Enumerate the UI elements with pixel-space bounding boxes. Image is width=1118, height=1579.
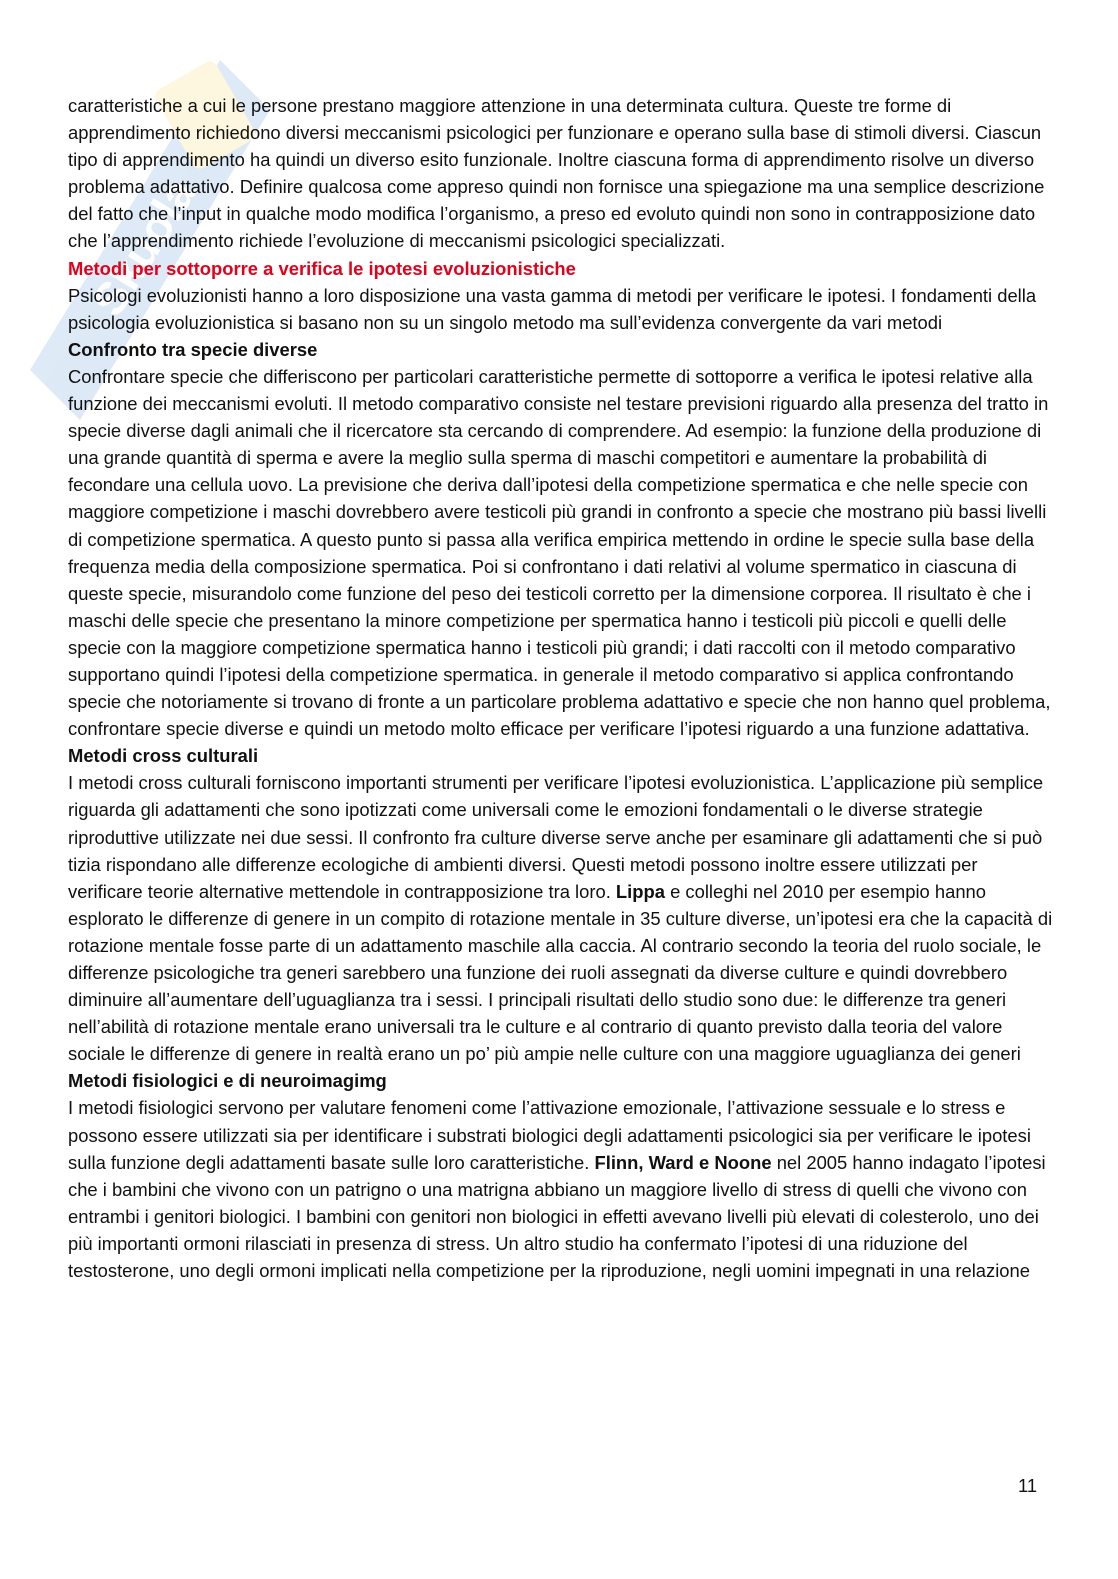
- authors-flinn-ward-noone: Flinn, Ward e Noone: [594, 1151, 772, 1173]
- page-body: [68, 92, 1053, 1284]
- section-heading-physiological: Metodi fisiologici e di neuroimagimg: [68, 1070, 387, 1092]
- section-heading-species: Confronto tra specie diverse: [68, 338, 318, 360]
- methods-paragraph: Psicologi evoluzionisti hanno a loro disposizione una vasta gamma di metodi per verificare le ipotesi. I fondamenti della psicologia evoluzionistica si basano non su un singolo metodo ma sull’evidenza convergente da vari metodi: [68, 284, 1037, 333]
- watermark-text: Skuola: [81, 169, 206, 325]
- physiological-text-start: I metodi fisiologici servono per valutare fenomeni come l’attivazione emozionale, l’attivazione sessuale e lo stress e possono essere utilizzati sia per identificare i substrati biologici degli adattamenti psicologici sia per verificare le ipotesi sulla funzione degli adattamenti basate sulle loro caratteristiche.: [68, 1097, 1031, 1173]
- section-heading-cross-cultural: Metodi cross culturali: [68, 745, 259, 767]
- section-heading-methods: Metodi per sottoporre a verifica le ipotesi evoluzionistiche: [68, 257, 576, 279]
- cross-cultural-text-start: I metodi cross culturali forniscono importanti strumenti per verificare l’ipotesi evoluzionistica. L’applicazione più semplice riguarda gli adattamenti che sono ipotizzati come universali come le emozioni fondamentali o le diverse strategie riproduttive utilizzate nei due sessi. Il confronto fra culture diverse serve anche per esaminare gli adattamenti che si può tizia rispondano alle differenze ecologiche di ambienti diversi. Questi metodi possono inoltre essere utilizzati per verificare teorie alternative mettendole in contrapposizione tra loro.: [68, 772, 1044, 902]
- cross-cultural-paragraph: [68, 769, 1053, 1067]
- page-number: 11: [1018, 1475, 1038, 1496]
- species-paragraph: Confrontare specie che differiscono per particolari caratteristiche permette di sottoporre a verifica le ipotesi relative alla funzione dei meccanismi evoluti. Il metodo comparativo consiste nel testare previsioni riguardo alla presenza del tratto in specie diverse dagli animali che il ricercatore sta cercando di comprendere. Ad esempio: la funzione della produzione di una grande quantità di sperma e avere la meglio sulla sperma di maschi competitori e aumentare la probabilità di fecondare una cellula uovo. La previsione che deriva dall’ipotesi della competizione spermatica e che nelle specie con maggiore competizione i maschi dovrebbero avere testicoli più grandi in confronto a specie che mostrano più bassi livelli di competizione spermatica. A questo punto si passa alla verifica empirica mettendo in ordine le specie sulla base della frequenza media della composizione spermatica. Poi si confrontano i dati relativi al volume spermatico in ciascuna di queste specie, misurandolo come funzione del peso dei testicoli corretto per la dimensione corporea. Il risultato è che i maschi delle specie che presentano la minore competizione per spermatica hanno i testicoli più piccoli e quelli delle specie con la maggiore competizione spermatica hanno i testicoli più grandi; i dati raccolti con il metodo comparativo supportano quindi l’ipotesi della competizione spermatica. in generale il metodo comparativo si applica confrontando specie che notoriamente si trovano di fronte a un particolare problema adattativo e specie che non hanno quel problema, confrontare specie diverse e quindi un metodo molto efficace per verificare l’ipotesi riguardo a una funzione adattativa.: [68, 365, 1051, 740]
- physiological-text-end: nel 2005 hanno indagato l’ipotesi che i bambini che vivono con un patrigno o una matrigna abbiano un maggiore livello di stress di quelli che vivono con entrambi i genitori biologici. I bambini con genitori non biologici in effetti avevano livelli più elevati di colesterolo, uno dei più importanti ormoni rilasciati in presenza di stress. Un altro studio ha confermato l’ipotesi di una riduzione del testosterone, uno degli ormoni implicati nella competizione per la riproduzione, negli uomini impegnati in una relazione: [68, 1151, 1046, 1282]
- intro-paragraph: caratteristiche a cui le persone prestano maggiore attenzione in una determinata cultura. Queste tre forme di apprendimento richiedono diversi meccanismi psicologici per funzionare e operano sulla base di stimoli diversi. Ciascun tipo di apprendimento ha quindi un diverso esito funzionale. Inoltre ciascuna forma di apprendimento risolve un diverso problema adattativo. Definire qualcosa come appreso quindi non fornisce una spiegazione ma una semplice descrizione del fatto che l’input in qualche modo modifica l’organismo, a preso ed evoluto quindi non sono in contrapposizione dato che l’apprendimento richiede l’evoluzione di meccanismi psicologici specializzati.: [68, 95, 1045, 252]
- cross-cultural-text-end: e colleghi nel 2010 per esempio hanno esplorato le differenze di genere in un compito di rotazione mentale in 35 culture diverse, un’ipotesi era che la capacità di rotazione mentale fosse parte di un adattamento maschile alla caccia. Al contrario secondo la teoria del ruolo sociale, le differenze psicologiche tra generi sarebbero una funzione dei ruoli assegnati da diverse culture e quindi dovrebbero diminuire all’aumentare dell’uguaglianza tra i sessi. I principali risultati dello studio sono due: le differenze tra generi nell’abilità di rotazione mentale erano universali tra le culture e al contrario di quanto previsto dalla teoria del valore sociale le differenze di genere in realtà erano un po’ più ampie nelle culture con una maggiore uguaglianza dei generi: [68, 880, 1053, 1065]
- physiological-paragraph: [68, 1094, 1053, 1284]
- author-lippa: Lippa: [615, 880, 665, 902]
